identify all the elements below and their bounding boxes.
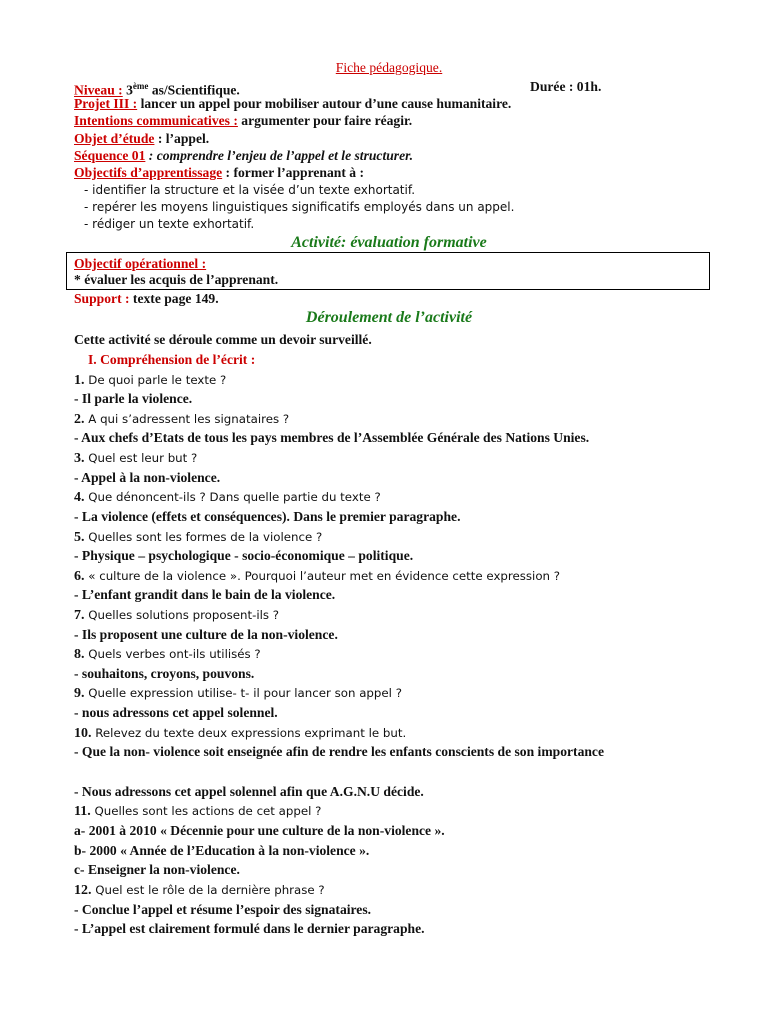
niveau-num: 3 [126,82,133,98]
answer: c- Enseigner la non-violence. [74,862,240,877]
question: 7. Quelles solutions proposent-ils ? [74,608,280,623]
question: 8. Quels verbes ont-ils utilisés ? [74,647,261,662]
answer: - Ils proposent une culture de la non-violence. [74,627,338,642]
answer: - La violence (effets et conséquences). Dans le premier paragraphe. [74,509,461,524]
question: 5. Quelles sont les formes de la violence ? [74,530,323,545]
intentions-label: Intentions communicatives : [74,113,238,128]
question: 11. Quelles sont les actions de cet appel ? [74,804,322,819]
question: 6. « culture de la violence ». Pourquoi l’auteur met en évidence cette expression ? [74,569,561,584]
sequence-label: Séquence 01 [74,148,146,163]
objectif-operationnel-label: Objectif opérationnel : [74,256,207,271]
intentions-value: argumenter pour faire réagir. [237,113,413,128]
objet-label: Objet d’étude [74,131,155,146]
niveau-value: as/Scientifique. [148,82,240,98]
question: 10. Relevez du texte deux expressions exprimant le but. [74,726,407,741]
answer: - Nous adressons cet appel solennel afin que A.G.N.U décide. [74,784,424,799]
objectif-operationnel-text: * évaluer les acquis de l’apprenant. [74,272,279,287]
answer: - Appel à la non-violence. [74,470,221,485]
support-line [74,290,219,307]
answer: - nous adressons cet appel solennel. [74,705,278,720]
sequence-value: : comprendre l’enjeu de l’appel et le structurer. [145,148,414,163]
intro-text: Cette activité se déroule comme un devoir surveillé. [74,332,372,347]
intentions-line [74,112,412,129]
objectif-item: - identifier la structure et la visée d’un texte exhortatif. [84,183,416,197]
answer: - Il parle la violence. [74,391,193,406]
projet-value: lancer un appel pour mobiliser autour d’une cause humanitaire. [137,96,512,111]
deroulement-heading: Déroulement de l’activité [305,309,473,326]
objectifs-line [74,164,364,181]
objectif-item: - rédiger un texte exhortatif. [84,217,255,231]
question: 4. Que dénoncent-ils ? Dans quelle partie du texte ? [74,490,381,505]
answer: a- 2001 à 2010 « Décennie pour une culture de la non-violence ». [74,823,445,838]
niveau-label: Niveau : [74,82,123,98]
answer: - Physique – psychologique - socio-économique – politique. [74,548,414,563]
question: 1. De quoi parle le texte ? [74,373,227,388]
question: 9. Quelle expression utilise- t- il pour lancer son appel ? [74,686,402,701]
objectif-item: - repérer les moyens linguistiques significatifs employés dans un appel. [84,200,515,214]
answer: - L’enfant grandit dans le bain de la violence. [74,587,336,602]
answer: - Que la non- violence soit enseignée afin de rendre les enfants conscients de son importance [74,744,605,759]
answer: - L’appel est clairement formulé dans le dernier paragraphe. [74,921,425,936]
projet-label: Projet III : [74,96,138,111]
sequence-line [74,147,413,164]
objet-line [74,130,209,147]
question: 3. Quel est leur but ? [74,451,198,466]
objectifs-value: : former l’apprenant à : [222,165,364,180]
page-title: Fiche pédagogique. [335,60,443,75]
answer: - Conclue l’appel et résume l’espoir des signataires. [74,902,372,917]
answer: - souhaitons, croyons, pouvons. [74,666,255,681]
support-label: Support : [74,291,130,306]
support-value: texte page 149. [129,291,219,306]
objet-value: : l’appel. [154,131,210,146]
activite-heading: Activité: évaluation formative [291,234,487,251]
question: 12. Quel est le rôle de la dernière phrase ? [74,883,325,898]
section-title: I. Compréhension de l’écrit : [88,352,256,367]
projet-line [74,95,511,112]
question: 2. A qui s’adressent les signataires ? [74,412,290,427]
answer: b- 2000 « Année de l’Education à la non-violence ». [74,843,370,858]
objectifs-label: Objectifs d’apprentissage [74,165,223,180]
answer: - Aux chefs d’Etats de tous les pays membres de l’Assemblée Générale des Nations Unies. [74,430,590,445]
niveau-sup: ème [132,81,149,91]
duree: Durée : 01h. [530,79,602,94]
